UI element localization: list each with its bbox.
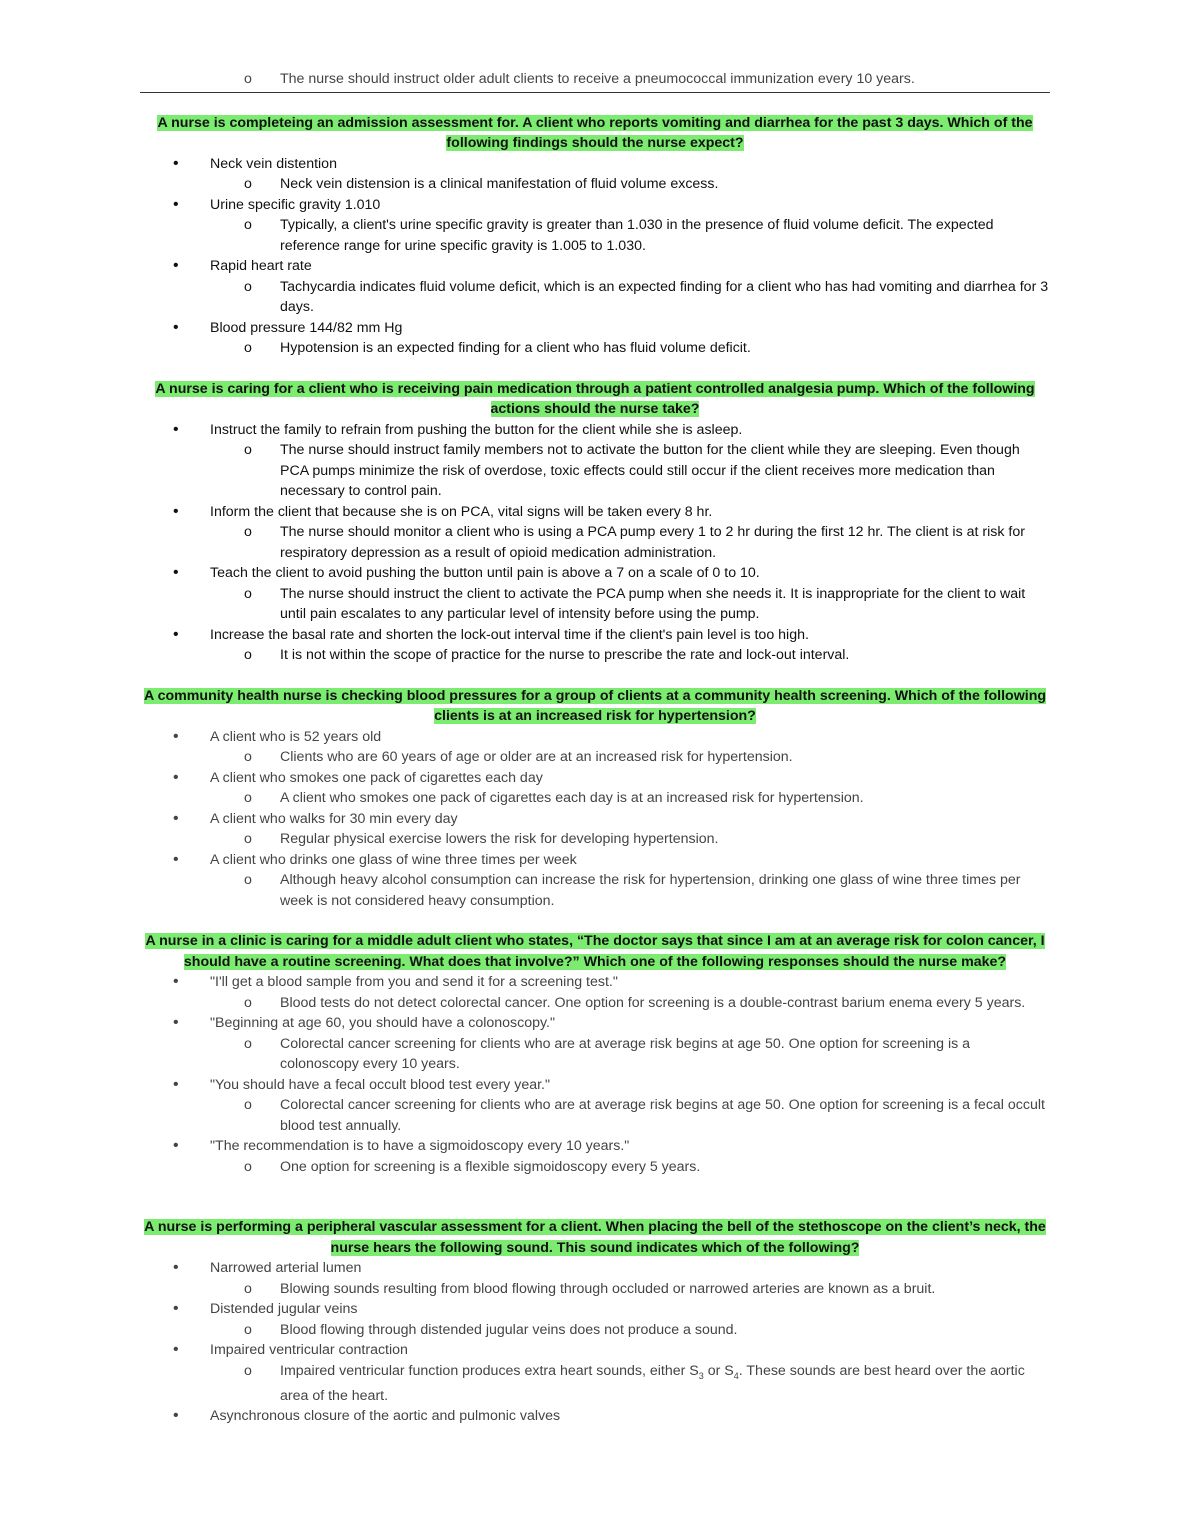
top-note (140, 69, 1050, 90)
sub-bullet-marker: o (244, 994, 252, 1011)
question-heading: A community health nurse is checking blood pressures for a group of clients at a community health screening. Which of the following clients is at an increased risk for hypertension? (143, 687, 1047, 724)
option-rationale: o Colorectal cancer screening for clients who are at average risk begins at age 50. One option for screening is a colonoscopy every 10 years. (244, 1035, 971, 1072)
option-rationale: o Blood tests do not detect colorectal cancer. One option for screening is a double-contrast barium enema every 5 years. (140, 993, 1050, 1014)
answer-option: • Asynchronous closure of the aortic and pulmonic valves (140, 1406, 1050, 1427)
option-rationale: o The nurse should instruct the client to activate the PCA pump when she needs it. It is inappropriate for the client to wait until pain escalates to any particular level of intensity before using the pump. (244, 585, 1026, 622)
question-heading: A nurse in a clinic is caring for a middle adult client who states, “The doctor says that since I am at an average risk for colon cancer, I should have a routine screening. What does that involve?” Which one of the following responses should the nurse make? (145, 933, 1045, 970)
horizontal-rule (140, 92, 1050, 93)
answer-option: • Blood pressure 144/82 mm Hg (140, 318, 1050, 339)
sub-bullet-marker: o (244, 1035, 252, 1052)
sub-bullet-marker: o (244, 442, 252, 458)
sub-bullet-marker: o (244, 1321, 252, 1338)
answer-option: • A client who is 52 years old (140, 727, 1050, 748)
option-rationale: o It is not within the scope of practice for the nurse to prescribe the rate and lock-out interval. (140, 645, 1050, 666)
answer-option: • Neck vein distention (140, 154, 1050, 175)
option-rationale: o One option for screening is a flexible sigmoidoscopy every 5 years. (140, 1157, 1050, 1178)
answer-option: • Narrowed arterial lumen (140, 1258, 1050, 1279)
answer-option: • Inform the client that because she is on PCA, vital signs will be taken every 8 hr. (140, 502, 1050, 523)
answer-option: • Distended jugular veins (140, 1299, 1050, 1320)
answer-option: • A client who smokes one pack of cigarettes each day (140, 768, 1050, 789)
blank-line (140, 1177, 1050, 1197)
sub-bullet-marker: o (244, 217, 252, 233)
option-rationale: o Typically, a client's urine specific gravity is greater than 1.030 in the presence of fluid volume deficit. The expected reference range for urine specific gravity is 1.005 to 1.030. (244, 217, 994, 254)
answer-option: • Impaired ventricular contraction (140, 1340, 1050, 1361)
option-rationale: o Although heavy alcohol consumption can increase the risk for hypertension, drinking one glass of wine three times per week is not considered heavy consumption. (244, 872, 1021, 909)
sub-bullet-marker: o (244, 278, 252, 295)
option-rationale: o Colorectal cancer screening for clients who are at average risk begins at age 50. One option for screening is a fecal occult blood test annually. (244, 1097, 1045, 1134)
option-rationale: o Regular physical exercise lowers the risk for developing hypertension. (140, 829, 1050, 850)
sub-bullet-marker: o (244, 1362, 252, 1379)
question-heading: A nurse is completeing an admission assessment for. A client who reports vomiting and diarrhea for the past 3 days. Which of the following findings should the nurse expect? (157, 114, 1033, 151)
answer-option: • "The recommendation is to have a sigmoidoscopy every 10 years." (140, 1136, 1050, 1157)
document-content (140, 69, 1050, 1427)
option-rationale: o The nurse should monitor a client who is using a PCA pump every 1 to 2 hr during the first 12 hr. The client is at risk for respiratory depression as a result of opioid medication administration. (244, 524, 1025, 561)
answer-option: • "You should have a fecal occult blood test every year." (140, 1075, 1050, 1096)
option-rationale: o Blowing sounds resulting from blood flowing through occluded or narrowed arteries are known as a bruit. (140, 1279, 1050, 1300)
option-rationale: o The nurse should instruct family members not to activate the button for the client while they are sleeping. Even though PCA pumps minimize the risk of overdose, toxic effects could still occur if the client receives more medication than necessary to control pain. (244, 442, 1020, 499)
sub-bullet-marker: o (244, 585, 252, 602)
answer-option: • Instruct the family to refrain from pushing the button for the client while she is asleep. (140, 420, 1050, 441)
answer-option: • A client who walks for 30 min every day (140, 809, 1050, 830)
sub-bullet-marker: o (244, 1097, 252, 1113)
option-rationale: o A client who smokes one pack of cigarettes each day is at an increased risk for hypertension. (140, 788, 1050, 809)
option-rationale: o Clients who are 60 years of age or older are at an increased risk for hypertension. (140, 747, 1050, 768)
answer-option: • A client who drinks one glass of wine three times per week (140, 850, 1050, 871)
option-rationale: o Neck vein distension is a clinical manifestation of fluid volume excess. (140, 174, 1050, 195)
option-rationale: o Tachycardia indicates fluid volume deficit, which is an expected finding for a client who has had vomiting and diarrhea for 3 days. (244, 278, 1049, 315)
sub-bullet-marker: o (244, 176, 252, 192)
sub-bullet-marker: o (244, 1280, 252, 1297)
sub-bullet-marker: o (244, 1158, 252, 1175)
sub-bullet-marker: o (244, 524, 252, 540)
option-rationale: o Blood flowing through distended jugular veins does not produce a sound. (140, 1320, 1050, 1341)
answer-option: • "Beginning at age 60, you should have a colonoscopy." (140, 1013, 1050, 1034)
question-heading: A nurse is performing a peripheral vascular assessment for a client. When placing the bell of the stethoscope on the client’s neck, the nurse hears the following sound. This sound indicates which of the following? (144, 1219, 1046, 1256)
question-heading: A nurse is caring for a client who is receiving pain medication through a patient controlled analgesia pump. Which of the following actions should the nurse take? (155, 380, 1035, 417)
option-rationale: o Hypotension is an expected finding for a client who has fluid volume deficit. (140, 338, 1050, 359)
answer-option: • Increase the basal rate and shorten the lock-out interval time if the client's pain level is too high. (140, 625, 1050, 646)
sub-bullet-marker: o (244, 749, 252, 765)
sub-bullet-marker: o (244, 790, 252, 806)
sub-bullet-marker: o (244, 340, 252, 356)
sub-bullet-marker: o (244, 647, 252, 663)
rationale-text: The nurse should instruct older adult clients to receive a pneumococcal immunization every 10 years. (280, 71, 915, 87)
option-rationale: o Impaired ventricular function produces extra heart sounds, either $S_3$ or $S_4$. These sounds are best heard over the aortic area of the heart. (244, 1362, 1025, 1404)
sub-bullet-marker: o (244, 831, 252, 847)
answer-option: • "I'll get a blood sample from you and send it for a screening test." (140, 972, 1050, 993)
sub-bullet-marker: o (244, 71, 252, 87)
answer-option: • Teach the client to avoid pushing the button until pain is above a 7 on a scale of 0 to 10. (140, 563, 1050, 584)
answer-option: • Rapid heart rate (140, 256, 1050, 277)
answer-option: • Urine specific gravity 1.010 (140, 195, 1050, 216)
sub-bullet-marker: o (244, 872, 252, 888)
